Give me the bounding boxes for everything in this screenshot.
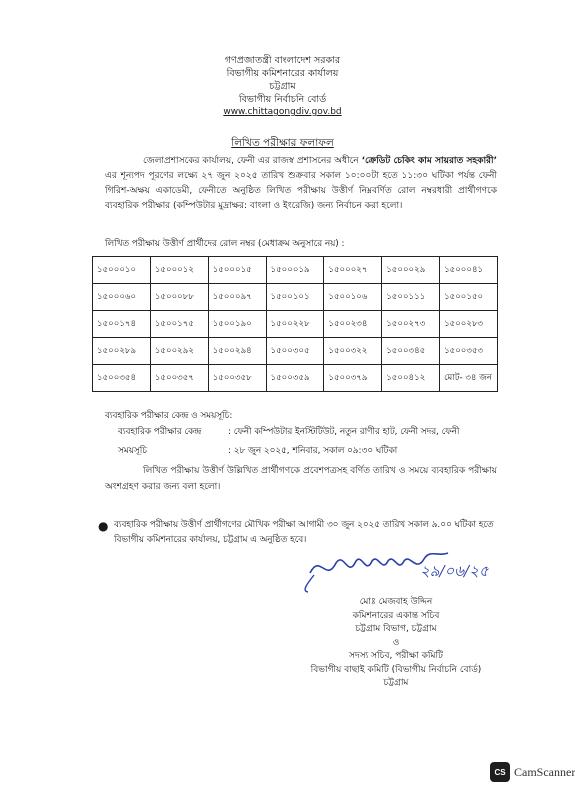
roll-cell: ১৫০০৩৫৩ (440, 338, 498, 365)
roll-cell: ১৫০০১৭৪ (93, 311, 151, 338)
exam-time-label: সময়সূচি (118, 446, 147, 456)
document-title: লিখিত পরীক্ষার ফলাফল (231, 137, 334, 149)
roll-cell: ১৫০০০২৯ (382, 257, 440, 284)
roll-cell: ১৫০০০২৭ (324, 257, 382, 284)
roll-cell: ১৫০০১০১ (266, 284, 324, 311)
table-heading: লিখিত পরীক্ষায় উত্তীর্ণ প্রার্থীদের রোল নম্বর (মেধাক্রম অনুসারে নয়) : (105, 239, 345, 249)
letterhead (0, 54, 565, 119)
table-row (93, 338, 498, 365)
roll-cell: ১৫০০০৮৮ (150, 284, 208, 311)
post-name: ‘ক্রেডিট চেকিং কাম সায়রাত সহকারী’ (361, 156, 497, 166)
office-name: বিভাগীয় কমিশনারের কার্যালয় (226, 68, 339, 79)
roll-cell: ১৫০০৪১২ (382, 365, 440, 392)
table-row (93, 284, 498, 311)
intro-part2: এর শূন্যপদ পূরণের লক্ষ্যে ২৭ জুন ২০২৫ তারিখ শুক্রবার সকাল ১০:০০টা হতে ১১:৩০ ঘটিকা পর্যন্ত ফেনী গিরিশ-অক্ষয় একাডেমী, ফেনীতে অনুষ্ঠিত লিখিত পরীক্ষায় উত্তীর্ণ নিম্নবর্ণিত রোল নম্বরধারী প্রার্থীগণকে ব্যবহারিক পরীক্ষার (কম্পিউটার মুদ্রাক্ষর: বাংলা ও ইংরেজি) জন্য নির্বাচন করা হলো। (105, 171, 497, 211)
roll-cell: ১৫০০০১৫ (208, 257, 266, 284)
roll-cell: ১৫০০২৭৩ (382, 311, 440, 338)
signatory-role-3: সদস্য সচিব, পরীক্ষা কমিটি (349, 651, 443, 661)
roll-cell: ১৫০০০১২ (150, 257, 208, 284)
viva-note-text: ব্যবহারিক পরীক্ষায় উত্তীর্ণ প্রার্থীগণের মৌখিক পরীক্ষা আগামী ৩০ জুন ২০২৫ তারিখ সকাল ৯.০০ ঘটিকা হতে বিভাগীয় কমিশনারের কার্যালয়, চট্টগ্রাম এ অনুষ্ঠিত হবে। (114, 520, 494, 545)
roll-cell: ১৫০০২২৮ (266, 311, 324, 338)
roll-cell: ১৫০০৩৫৯ (266, 365, 324, 392)
roll-cell: ১৫০০১০৬ (324, 284, 382, 311)
roll-cell: ১৫০০২৯২ (150, 338, 208, 365)
table-row (93, 257, 498, 284)
signatory-role-4: বিভাগীয় বাছাই কমিটি (বিভাগীয় নির্বাচনি বোর্ড) (310, 664, 482, 675)
camscanner-icon: CS (490, 762, 510, 782)
table-row (93, 311, 498, 338)
signatory-role-5: চট্টগ্রাম (383, 678, 409, 688)
city-name: চট্টগ্রাম (269, 81, 296, 92)
roll-cell: ১৫০০১৭৫ (150, 311, 208, 338)
roll-cell: ১৫০০২৩৪ (324, 311, 382, 338)
roll-cell: ১৫০০২৮৩ (440, 311, 498, 338)
signatory-conjunction: ও (392, 637, 400, 648)
exam-time-row (118, 443, 397, 458)
roll-cell: ১৫০০১৫০ (440, 284, 498, 311)
schedule-heading: ব্যবহারিক পরীক্ষার কেন্দ্র ও সময়সূচি: (105, 411, 233, 421)
camscanner-watermark (490, 762, 575, 782)
handwritten-date: ২৯/০৬/২৫ (420, 562, 489, 580)
roll-cell: ১৫০০২৯৪ (208, 338, 266, 365)
roll-number-table (92, 256, 498, 392)
signatory-name: মোঃ মেজবাহ উদ্দিন (359, 597, 433, 607)
roll-cell: ১৫০০৩২২ (324, 338, 382, 365)
roll-cell: ১৫০০৩০৫ (266, 338, 324, 365)
website-link[interactable]: www.chittagongdiv.gov.bd (223, 107, 342, 117)
roll-cell: মোট- ৩৪ জন (440, 365, 498, 392)
signatory-role-2: চট্টগ্রাম বিভাগ, চট্টগ্রাম (355, 624, 437, 634)
roll-cell: ১৫০০০৯৭ (208, 284, 266, 311)
intro-part1: জেলাপ্রশাসকের কার্যালয়, ফেনী এর রাজস্ব প্রশাসনের অধীনে (143, 156, 362, 166)
roll-cell: ১৫০০০৪১ (440, 257, 498, 284)
table-row (93, 365, 498, 392)
camscanner-name: CamScanner (514, 764, 575, 779)
viva-note (98, 518, 498, 548)
bullet-icon: ● (98, 519, 109, 533)
roll-cell: ১৫০০১১১ (382, 284, 440, 311)
roll-cell: ১৫০০৩৪৫ (382, 338, 440, 365)
roll-cell: ১৫০০৩৫৭ (150, 365, 208, 392)
roll-cell: ১৫০০০১০ (93, 257, 151, 284)
roll-cell: ১৫০০০৬০ (93, 284, 151, 311)
roll-cell: ১৫০০৩৭৯ (324, 365, 382, 392)
roll-cell: ১৫০০৩৫৪ (93, 365, 151, 392)
roll-cell: ১৫০০২৮৯ (93, 338, 151, 365)
roll-cell: ১৫০০০১৯ (266, 257, 324, 284)
roll-cell: ১৫০০১৯০ (208, 311, 266, 338)
instruction-paragraph: লিখিত পরীক্ষায় উত্তীর্ণ উল্লিখিত প্রার্থীগণকে প্রবেশপত্রসহ বর্ণিত তারিখ ও সময়ে ব্যবহারিক পরীক্ষায় অংশগ্রহণ করার জন্য বলা হলো। (105, 466, 497, 492)
signatory-role-1: কমিশনারের একান্ত সচিব (352, 610, 440, 621)
exam-time-value: : ২৮ জুন ২০২৫, শনিবার, সকাল ০৯:৩০ ঘটিকা (228, 446, 398, 456)
govt-name: গণপ্রজাতন্ত্রী বাংলাদেশ সরকার (224, 55, 341, 66)
exam-center-row (118, 424, 459, 439)
exam-center-label: ব্যবহারিক পরীক্ষার কেন্দ্র (118, 427, 202, 437)
board-name: বিভাগীয় নির্বাচনি বোর্ড (238, 94, 327, 105)
signature-block (276, 596, 516, 691)
exam-center-value: : ফেনী কম্পিউটার ইনস্টিটিউট, নতুন রাণীর হাট, ফেনী সদর, ফেনী (228, 427, 460, 437)
intro-paragraph (105, 154, 497, 214)
roll-cell: ১৫০০৩৫৮ (208, 365, 266, 392)
